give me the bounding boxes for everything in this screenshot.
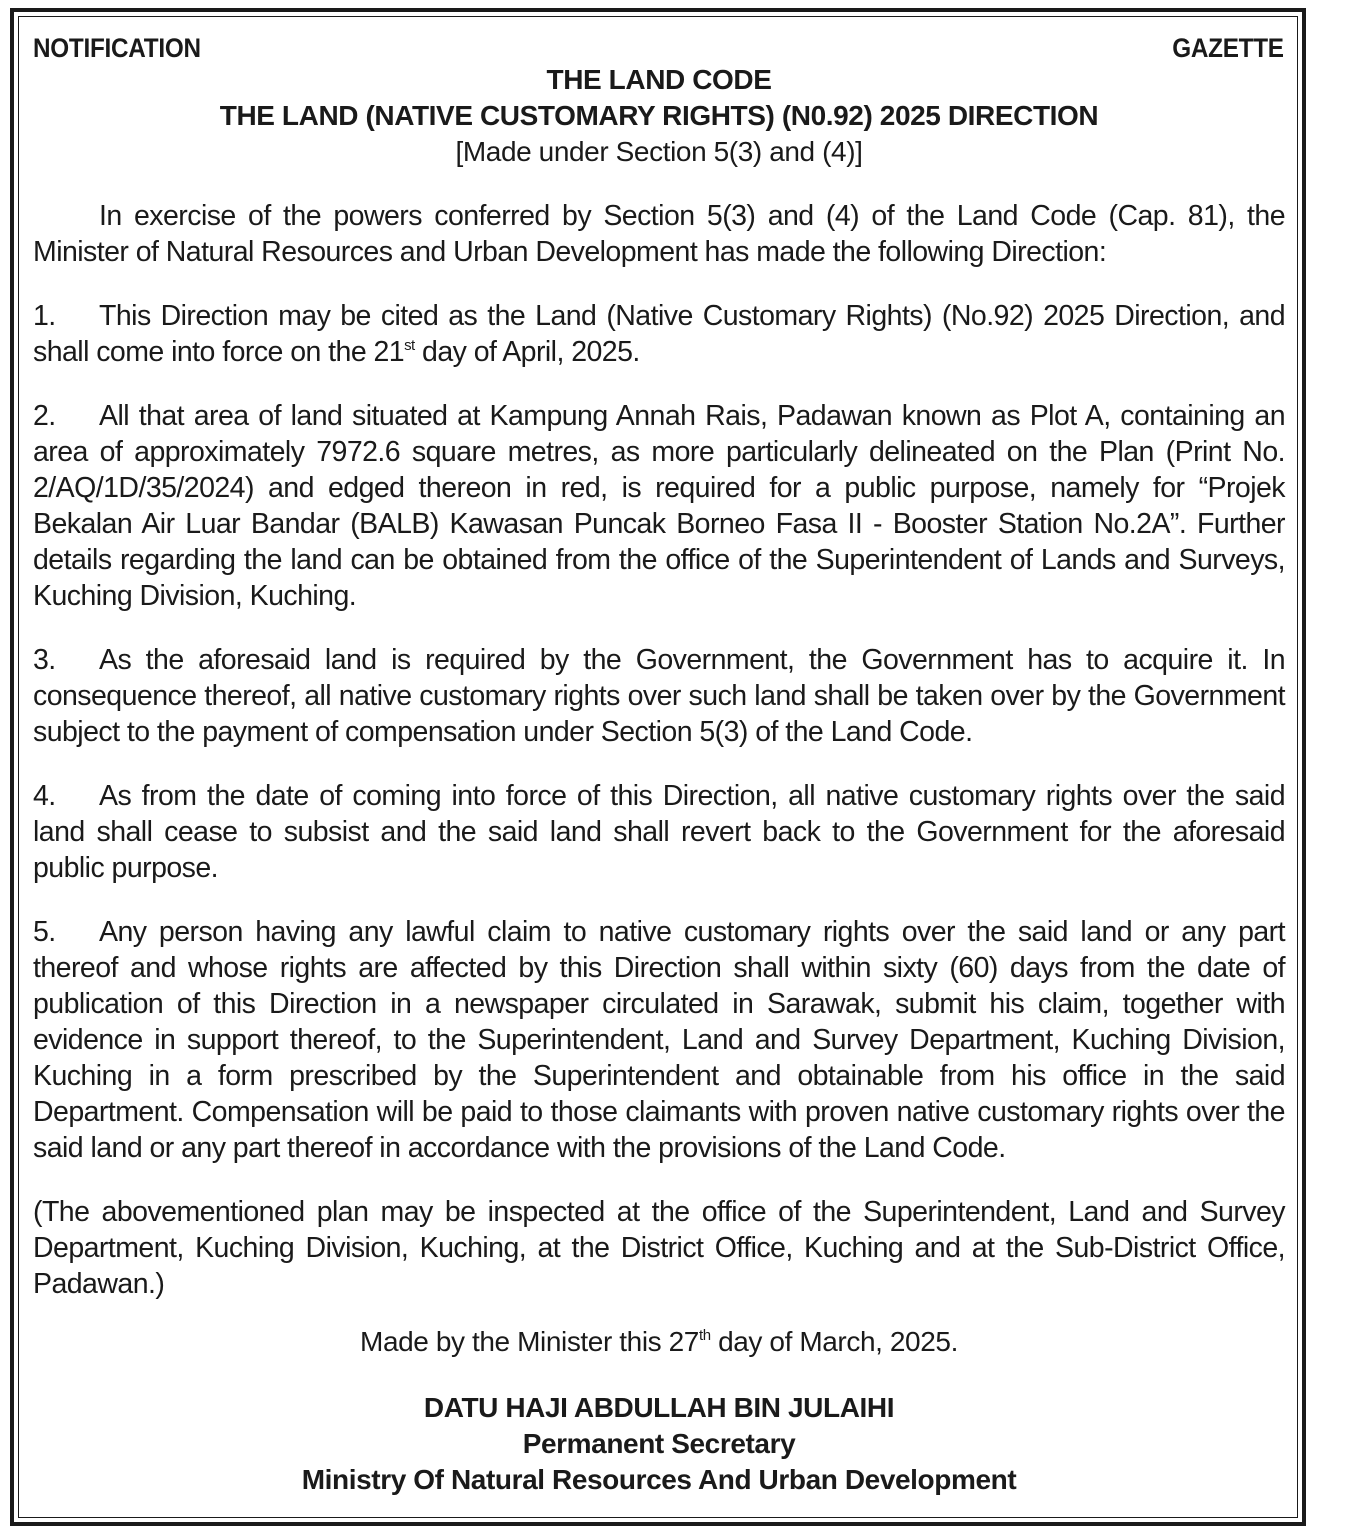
notice-content xyxy=(33,30,1285,1498)
clause-number: 2. xyxy=(33,400,56,432)
clause-1 xyxy=(33,298,1285,370)
superscript: st xyxy=(404,337,415,354)
clause-3 xyxy=(33,642,1285,750)
made-by-text-cont: day of March, 2025. xyxy=(710,1326,958,1357)
clause-text: This Direction may be cited as the Land (Native Customary Rights) (No.92) 2025 Direction, and shall come into force on the 21 xyxy=(33,300,1285,368)
subtitle-made-under: [Made under Section 5(3) and (4)] xyxy=(455,136,863,167)
clause-text: All that area of land situated at Kampung Annah Rais, Padawan known as Plot A, containing an area of approximately 7972.6 square metres, as more particularly delineated on the Plan (Print No. 2/AQ/1D/35/2024) and edged thereon in red, is required for a public purpose, namely for “Projek Bekalan Air Luar Bandar (BALB) Kawasan Puncak Borneo Fasa II - Booster Station No.2A”. Further details regarding the land can be obtained from the office of the Superintendent of Lands and Surveys, Kuching Division, Kuching. xyxy=(33,400,1285,612)
clause-number: 1. xyxy=(33,300,56,332)
made-by-text: Made by the Minister this 27 xyxy=(360,1326,699,1357)
inspection-note: (The abovementioned plan may be inspected at the office of the Superintendent, Land and Survey Department, Kuching Division, Kuching, at the District Office, Kuching and at the Sub-District Office, Padawan.) xyxy=(33,1196,1285,1300)
superscript: th xyxy=(698,1327,711,1344)
clause-text: As from the date of coming into force of this Direction, all native customary rights over the said land shall cease to subsist and the said land shall revert back to the Government for the aforesaid public purpose. xyxy=(33,780,1285,884)
title-land-code: THE LAND CODE xyxy=(546,64,772,95)
signatory-ministry: Ministry Of Natural Resources And Urban Development xyxy=(301,1464,1017,1495)
notification-label: NOTIFICATION xyxy=(33,33,201,63)
clause-5 xyxy=(33,914,1285,1166)
clause-number: 4. xyxy=(33,780,56,812)
intro-paragraph: In exercise of the powers conferred by Section 5(3) and (4) of the Land Code (Cap. 81), the Minister of Natural Resources and Urban Development has made the following Direction: xyxy=(33,200,1285,268)
clause-text: As the aforesaid land is required by the Government, the Government has to acquire it. In consequence thereof, all native customary rights over such land shall be taken over by the Government subject to the payment of compensation under Section 5(3) of the Land Code. xyxy=(33,644,1285,748)
clause-number: 3. xyxy=(33,644,56,676)
gazette-label: GAZETTE xyxy=(1172,33,1284,63)
title-direction: THE LAND (NATIVE CUSTOMARY RIGHTS) (N0.92) 2025 DIRECTION xyxy=(219,100,1099,131)
clause-4 xyxy=(33,778,1285,886)
clause-number: 5. xyxy=(33,916,56,948)
header-row xyxy=(33,30,1284,66)
signatory-name: DATU HAJI ABDULLAH BIN JULAIHI xyxy=(423,1392,895,1423)
signatory-position: Permanent Secretary xyxy=(522,1428,796,1459)
made-by-line xyxy=(33,1324,1285,1360)
clause-text: Any person having any lawful claim to native customary rights over the said land or any part thereof and whose rights are affected by this Direction shall within sixty (60) days from the date of publication of this Direction in a newspaper circulated in Sarawak, submit his claim, together with evidence in support thereof, to the Superintendent, Land and Survey Department, Kuching Division, Kuching in a form prescribed by the Superintendent and obtainable from his office in the said Department. Compensation will be paid to those claimants with proven native customary rights over the said land or any part thereof in accordance with the provisions of the Land Code. xyxy=(33,916,1285,1164)
clause-text-cont: day of April, 2025. xyxy=(414,336,640,368)
clause-2 xyxy=(33,398,1285,614)
